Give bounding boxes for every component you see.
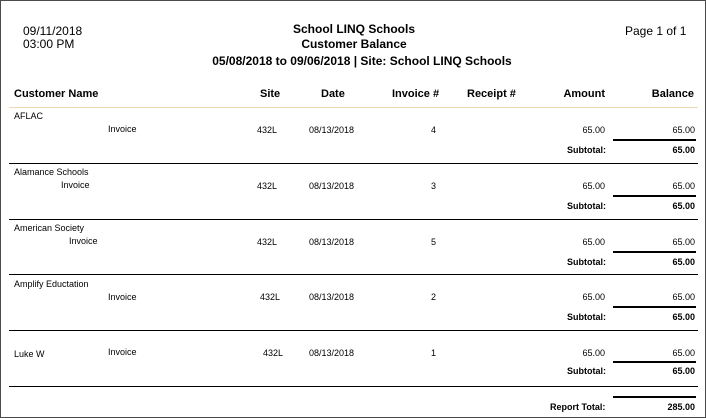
date-value: 08/13/2018 — [309, 181, 355, 191]
date-value: 08/13/2018 — [309, 292, 355, 302]
amount-value: 65.00 — [582, 181, 605, 191]
transaction-type: Invoice — [61, 180, 90, 190]
invoice-value: 3 — [431, 181, 437, 191]
col-invoice: Invoice # — [392, 88, 440, 100]
report-total-value: 285.00 — [667, 402, 695, 412]
transaction-type: Invoice — [108, 347, 137, 357]
page-number: Page 1 of 1 — [625, 24, 687, 38]
subtotal-rule — [613, 139, 696, 141]
amount-value: 65.00 — [582, 125, 605, 135]
col-customer-name: Customer Name — [14, 88, 99, 100]
subtotal-rule — [613, 251, 696, 253]
group-divider — [9, 274, 698, 275]
report-total-label: Report Total: — [550, 402, 606, 412]
col-amount: Amount — [563, 88, 605, 100]
date-value: 08/13/2018 — [309, 348, 355, 358]
subtotal-value: 65.00 — [672, 145, 695, 155]
site-value: 432L — [257, 125, 278, 135]
subtotal-label: Subtotal: — [567, 312, 606, 322]
amount-value: 65.00 — [582, 237, 605, 247]
balance-value: 65.00 — [672, 292, 695, 302]
balance-value: 65.00 — [672, 237, 695, 247]
subtotal-value: 65.00 — [672, 366, 695, 376]
amount-value: 65.00 — [582, 292, 605, 302]
amount-value: 65.00 — [582, 348, 605, 358]
site-value: 432L — [257, 237, 278, 247]
header-rule — [9, 107, 698, 108]
subtotal-rule — [613, 306, 696, 308]
org-name: School LINQ Schools — [292, 22, 415, 36]
report-title: Customer Balance — [301, 37, 407, 51]
invoice-value: 4 — [431, 125, 437, 135]
subtotal-label: Subtotal: — [567, 201, 606, 211]
group-divider — [9, 219, 698, 220]
report-range: 05/08/2018 to 09/06/2018 | Site: School LINQ Schools — [212, 54, 512, 68]
site-value: 432L — [257, 181, 278, 191]
subtotal-label: Subtotal: — [567, 366, 606, 376]
col-balance: Balance — [651, 88, 694, 100]
group-divider — [9, 330, 698, 331]
col-date: Date — [321, 88, 345, 100]
customer-name: AFLAC — [14, 111, 44, 121]
invoice-value: 5 — [431, 237, 437, 247]
report-time: 03:00 PM — [23, 37, 75, 51]
subtotal-label: Subtotal: — [567, 257, 606, 267]
invoice-value: 1 — [431, 348, 437, 358]
subtotal-value: 65.00 — [672, 312, 695, 322]
customer-name: Luke W — [14, 349, 45, 359]
col-site: Site — [260, 88, 281, 100]
subtotal-rule — [613, 361, 696, 363]
subtotal-label: Subtotal: — [567, 145, 606, 155]
subtotal-rule — [613, 195, 696, 197]
col-receipt: Receipt # — [467, 88, 516, 100]
customer-name: Amplify Eductation — [14, 279, 89, 289]
subtotal-value: 65.00 — [672, 201, 695, 211]
balance-value: 65.00 — [672, 181, 695, 191]
group-divider — [9, 386, 698, 387]
subtotal-value: 65.00 — [672, 257, 695, 267]
customer-name: Alamance Schools — [14, 167, 89, 177]
date-value: 08/13/2018 — [309, 125, 355, 135]
site-value: 432L — [260, 292, 281, 302]
balance-value: 65.00 — [672, 125, 695, 135]
transaction-type: Invoice — [108, 292, 137, 302]
transaction-type: Invoice — [108, 124, 137, 134]
invoice-value: 2 — [431, 292, 437, 302]
group-divider — [9, 163, 698, 164]
transaction-type: Invoice — [69, 236, 98, 246]
report-date: 09/11/2018 — [23, 24, 83, 38]
customer-name: American Society — [14, 223, 85, 233]
balance-value: 65.00 — [672, 348, 695, 358]
report-total-rule — [613, 396, 696, 398]
site-value: 432L — [263, 348, 284, 358]
date-value: 08/13/2018 — [309, 237, 355, 247]
